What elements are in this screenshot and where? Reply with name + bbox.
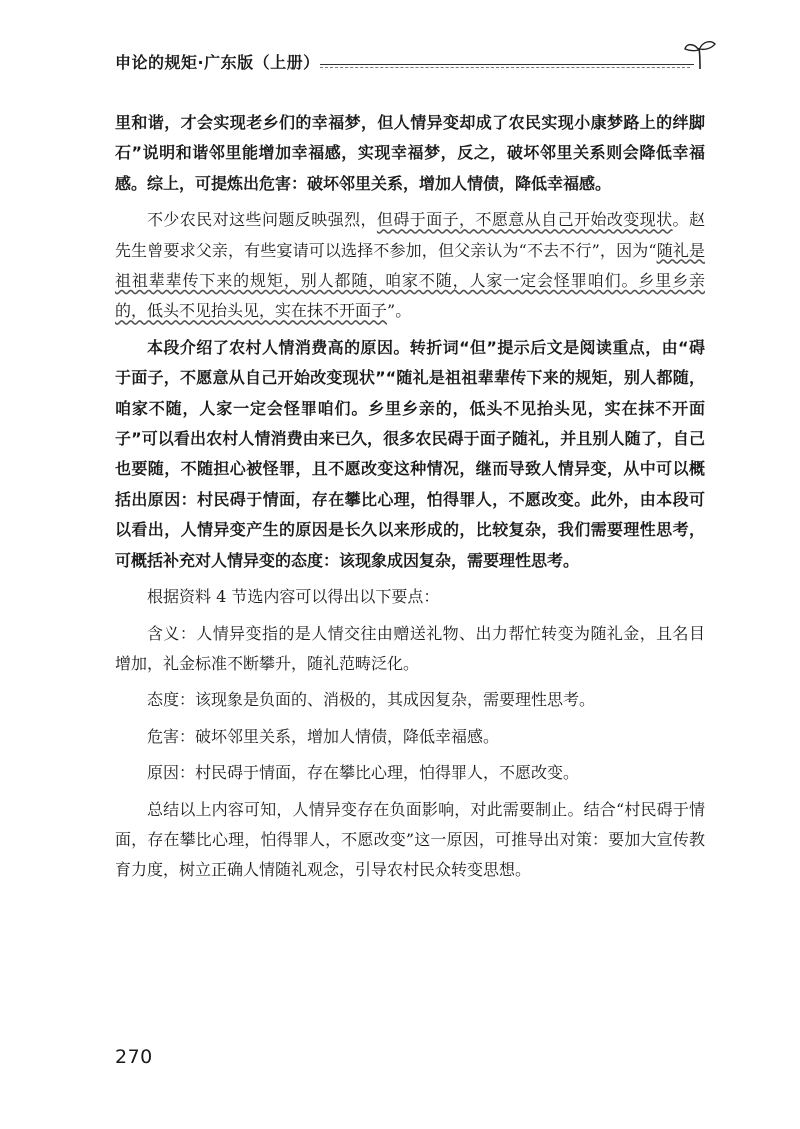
page-body bbox=[115, 108, 705, 886]
text-segment: 不少农民对这些问题反映强烈， bbox=[147, 210, 377, 230]
sprout-icon bbox=[683, 38, 717, 70]
text-segment: 。赵先生曾要求父亲，有些宴请可以选择不参加，但父亲认为“不去不行”，因为“ bbox=[115, 210, 705, 260]
running-header bbox=[115, 44, 715, 74]
paragraph-1: 里和谐，才会实现老乡们的幸福梦，但人情异变却成了农民实现小康梦路上的绊脚石”说明和谐邻里能增加幸福感，实现幸福梦，反之，破坏邻里关系则会降低幸福感。综上，可提炼出危害：破坏邻里关系，增加人情债，降低幸福感。 bbox=[115, 113, 705, 193]
point-definition: 含义：人情异变指的是人情交往由赠送礼物、出力帮忙转变为随礼金，且名目增加，礼金标准不断攀升，随礼范畴泛化。 bbox=[115, 623, 705, 673]
paragraph-4-intro: 根据资料 4 节选内容可以得出以下要点： bbox=[147, 587, 440, 607]
header-rule-dashed bbox=[320, 67, 690, 68]
paragraph-3-analysis: 本段介绍了农村人情消费高的原因。转折词“但”提示后文是阅读重点，由“碍于面子，不愿意从自己开始改变现状”“随礼是祖祖辈辈传下来的规矩，别人都随，咱家不随，人家一定会怪罪咱们。乡里乡亲的，低头不见抬头见，实在抹不开面子”可以看出农村人情消费由来已久，很多农民碍于面子随礼，并且别人随了，自己也要随，不随担心被怪罪，且不愿改变这种情况，继而导致人情异变，从中可以概括出原因：村民碍于情面，存在攀比心理，怕得罪人，不愿改变。此外，由本段可以看出，人情异变产生的原因是长久以来形成的，比较复杂，我们需要理性思考，可概括补充对人情异变的态度：该现象成因复杂，需要理性思考。 bbox=[115, 337, 705, 570]
page-number: 270 bbox=[115, 1046, 153, 1068]
point-cause: 原因：村民碍于情面，存在攀比心理，怕得罪人，不愿改变。 bbox=[147, 763, 580, 783]
paragraph-2-source-excerpt bbox=[115, 205, 705, 327]
text-segment: ”。 bbox=[387, 301, 412, 321]
underlined-phrase: 随礼是祖祖辈辈传下来的规矩，别人都随，咱家不随，人家一定会怪罪咱们。乡里乡亲的，低头不见抬头见，实在抹不开面子 bbox=[115, 240, 705, 321]
header-title: 申论的规矩·广东版（上册） bbox=[115, 53, 320, 72]
header-rule bbox=[320, 64, 694, 65]
underlined-phrase: 但碍于面子，不愿意从自己开始改变现状 bbox=[376, 210, 673, 230]
point-attitude: 态度：该现象是负面的、消极的，其成因复杂，需要理性思考。 bbox=[147, 690, 596, 710]
point-harm: 危害：破坏邻里关系，增加人情债，降低幸福感。 bbox=[147, 726, 500, 746]
paragraph-summary: 总结以上内容可知，人情异变存在负面影响，对此需要制止。结合“村民碍于情面，存在攀比心理，怕得罪人，不愿改变”这一原因，可推导出对策：要加大宣传教育力度，树立正确人情随礼观念，引导农村民众转变思想。 bbox=[115, 799, 705, 880]
